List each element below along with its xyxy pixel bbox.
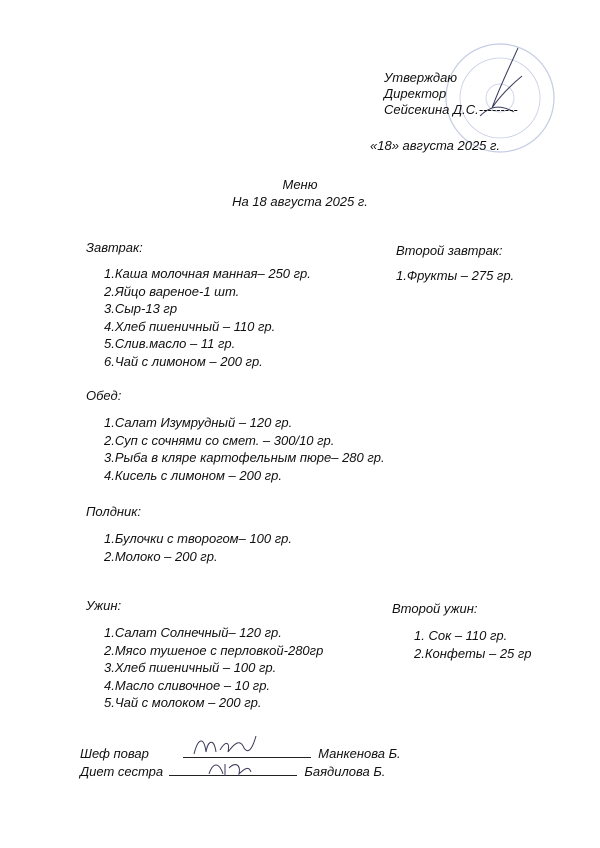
breakfast-title: Завтрак: — [86, 240, 143, 255]
list-item: 6.Чай с лимоном – 200 гр. — [104, 353, 263, 369]
list-item: 1.Салат Солнечный– 120 гр. — [104, 625, 282, 640]
list-item: 4.Хлеб пшеничный – 110 гр. — [104, 318, 276, 334]
director-name: Сейсекина Д.С.--------- — [384, 102, 518, 117]
approval-block — [370, 70, 518, 154]
snack-list — [104, 530, 292, 565]
list-item: 4.Масло сливочное – 10 гр. — [104, 677, 271, 693]
list-item: 1.Булочки с творогом– 100 гр. — [104, 531, 292, 546]
list-item: 3.Хлеб пшеничный – 100 гр. — [104, 660, 277, 675]
list-item: 1.Фрукты – 275 гр. — [396, 268, 515, 283]
list-item: 2.Конфеты – 25 гр — [414, 645, 532, 661]
snack-title: Полдник: — [86, 504, 142, 519]
lunch-list — [104, 414, 385, 484]
dinner-list — [104, 624, 323, 712]
approve-label: Утверждаю — [384, 70, 458, 85]
menu-date: На 18 августа 2025 г. — [232, 194, 368, 209]
list-item: 2.Мясо тушеное с перловкой-280гр — [104, 642, 324, 658]
chef-signature-icon — [190, 730, 260, 760]
second-breakfast-title: Второй завтрак: — [396, 243, 503, 258]
list-item: 1.Каша молочная манная– 250 гр. — [104, 266, 311, 281]
second-breakfast-list — [396, 267, 514, 285]
list-item: 1.Салат Изумрудный – 120 гр. — [104, 415, 293, 430]
nurse-signature-icon — [205, 758, 255, 780]
approval-date: «18» августа 2025 г. — [370, 138, 501, 153]
list-item: 2.Суп с сочнями со смет. – 300/10 гр. — [104, 432, 335, 448]
second-dinner-list — [414, 627, 532, 662]
list-item: 1. Сок – 110 гр. — [414, 628, 508, 643]
list-item: 4.Кисель с лимоном – 200 гр. — [104, 467, 282, 483]
dinner-title: Ужин: — [86, 598, 122, 613]
breakfast-list — [104, 265, 311, 370]
second-dinner-title: Второй ужин: — [392, 601, 478, 616]
chef-name: Манкенова Б. — [318, 746, 401, 761]
nurse-name: Баядилова Б. — [304, 764, 386, 779]
list-item: 2.Молоко – 200 гр. — [104, 548, 218, 564]
menu-title: Меню — [282, 177, 318, 192]
list-item: 3.Сыр-13 гр — [104, 301, 178, 316]
nurse-label: Диет сестра — [80, 764, 164, 779]
list-item: 5.Чай с молоком – 200 гр. — [104, 695, 262, 710]
list-item: 3.Рыба в кляре картофельным пюре– 280 гр. — [104, 450, 385, 465]
list-item: 5.Слив.масло – 11 гр. — [104, 336, 236, 351]
lunch-title: Обед: — [86, 388, 122, 403]
director-position: Директор — [384, 86, 447, 101]
list-item: 2.Яйцо вареное-1 шт. — [104, 283, 240, 299]
chef-label: Шеф повар — [80, 746, 149, 761]
